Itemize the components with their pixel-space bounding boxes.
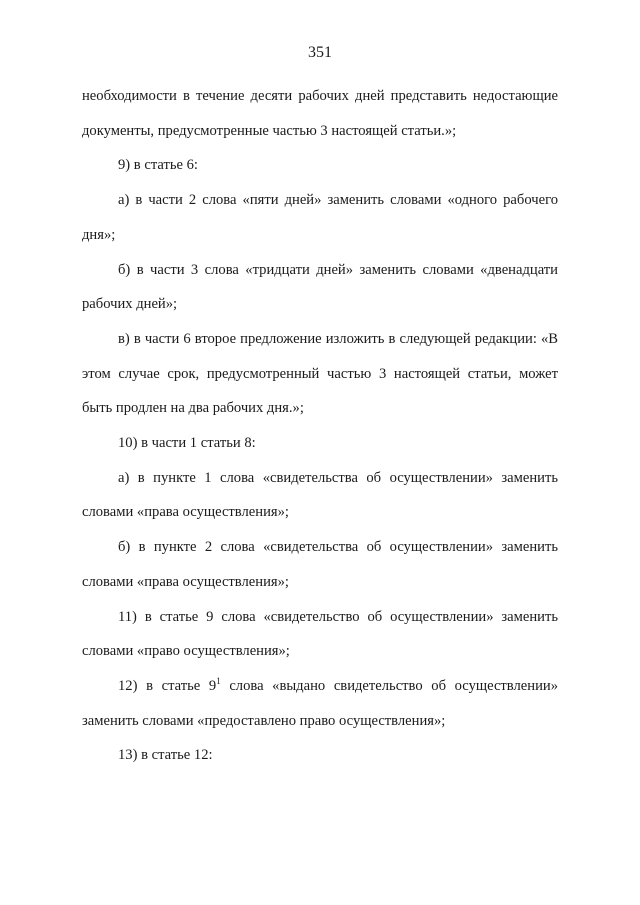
paragraph-item-12-start: 12) в статье 9 — [118, 677, 217, 694]
paragraph-item-13: 13) в статье 12: — [118, 747, 213, 764]
paragraph-item-10: 10) в части 1 статьи 8: — [118, 435, 256, 452]
paragraph-item-10b: б) в пункте 2 слова «свидетельства об осуществлении» заменить словами «права осуществления»; — [82, 539, 558, 590]
paragraph-item-12 — [82, 669, 558, 738]
page-number: 351 — [308, 44, 332, 61]
paragraph-item-11: 11) в статье 9 слова «свидетельство об осуществлении» заменить словами «право осуществления»; — [82, 608, 558, 660]
document-body — [82, 79, 558, 773]
paragraph-item-12-end: слова «выдано свидетельство об осуществлении» заменить словами «предоставлено право осуществления»; — [82, 677, 558, 729]
paragraph-item-9v: в) в части 6 второе предложение изложить в следующей редакции: «В этом случае срок, предусмотренный частью 3 настоящей статьи, может быть продлен на два рабочих дня.»; — [82, 330, 558, 417]
paragraph-continuation: необходимости в течение десяти рабочих дней представить недостающие документы, предусмотренные частью 3 настоящей статьи.»; — [82, 88, 558, 139]
paragraph-item-9: 9) в статье 6: — [118, 157, 198, 174]
article-superscript: 1 — [216, 675, 221, 686]
paragraph-item-9b: б) в части 3 слова «тридцати дней» заменить словами «двенадцати рабочих дней»; — [82, 261, 558, 313]
paragraph-item-9a: а) в части 2 слова «пяти дней» заменить словами «одного рабочего дня»; — [82, 192, 558, 243]
paragraph-item-10a: а) в пункте 1 слова «свидетельства об осуществлении» заменить словами «права осуществления»; — [82, 469, 558, 521]
